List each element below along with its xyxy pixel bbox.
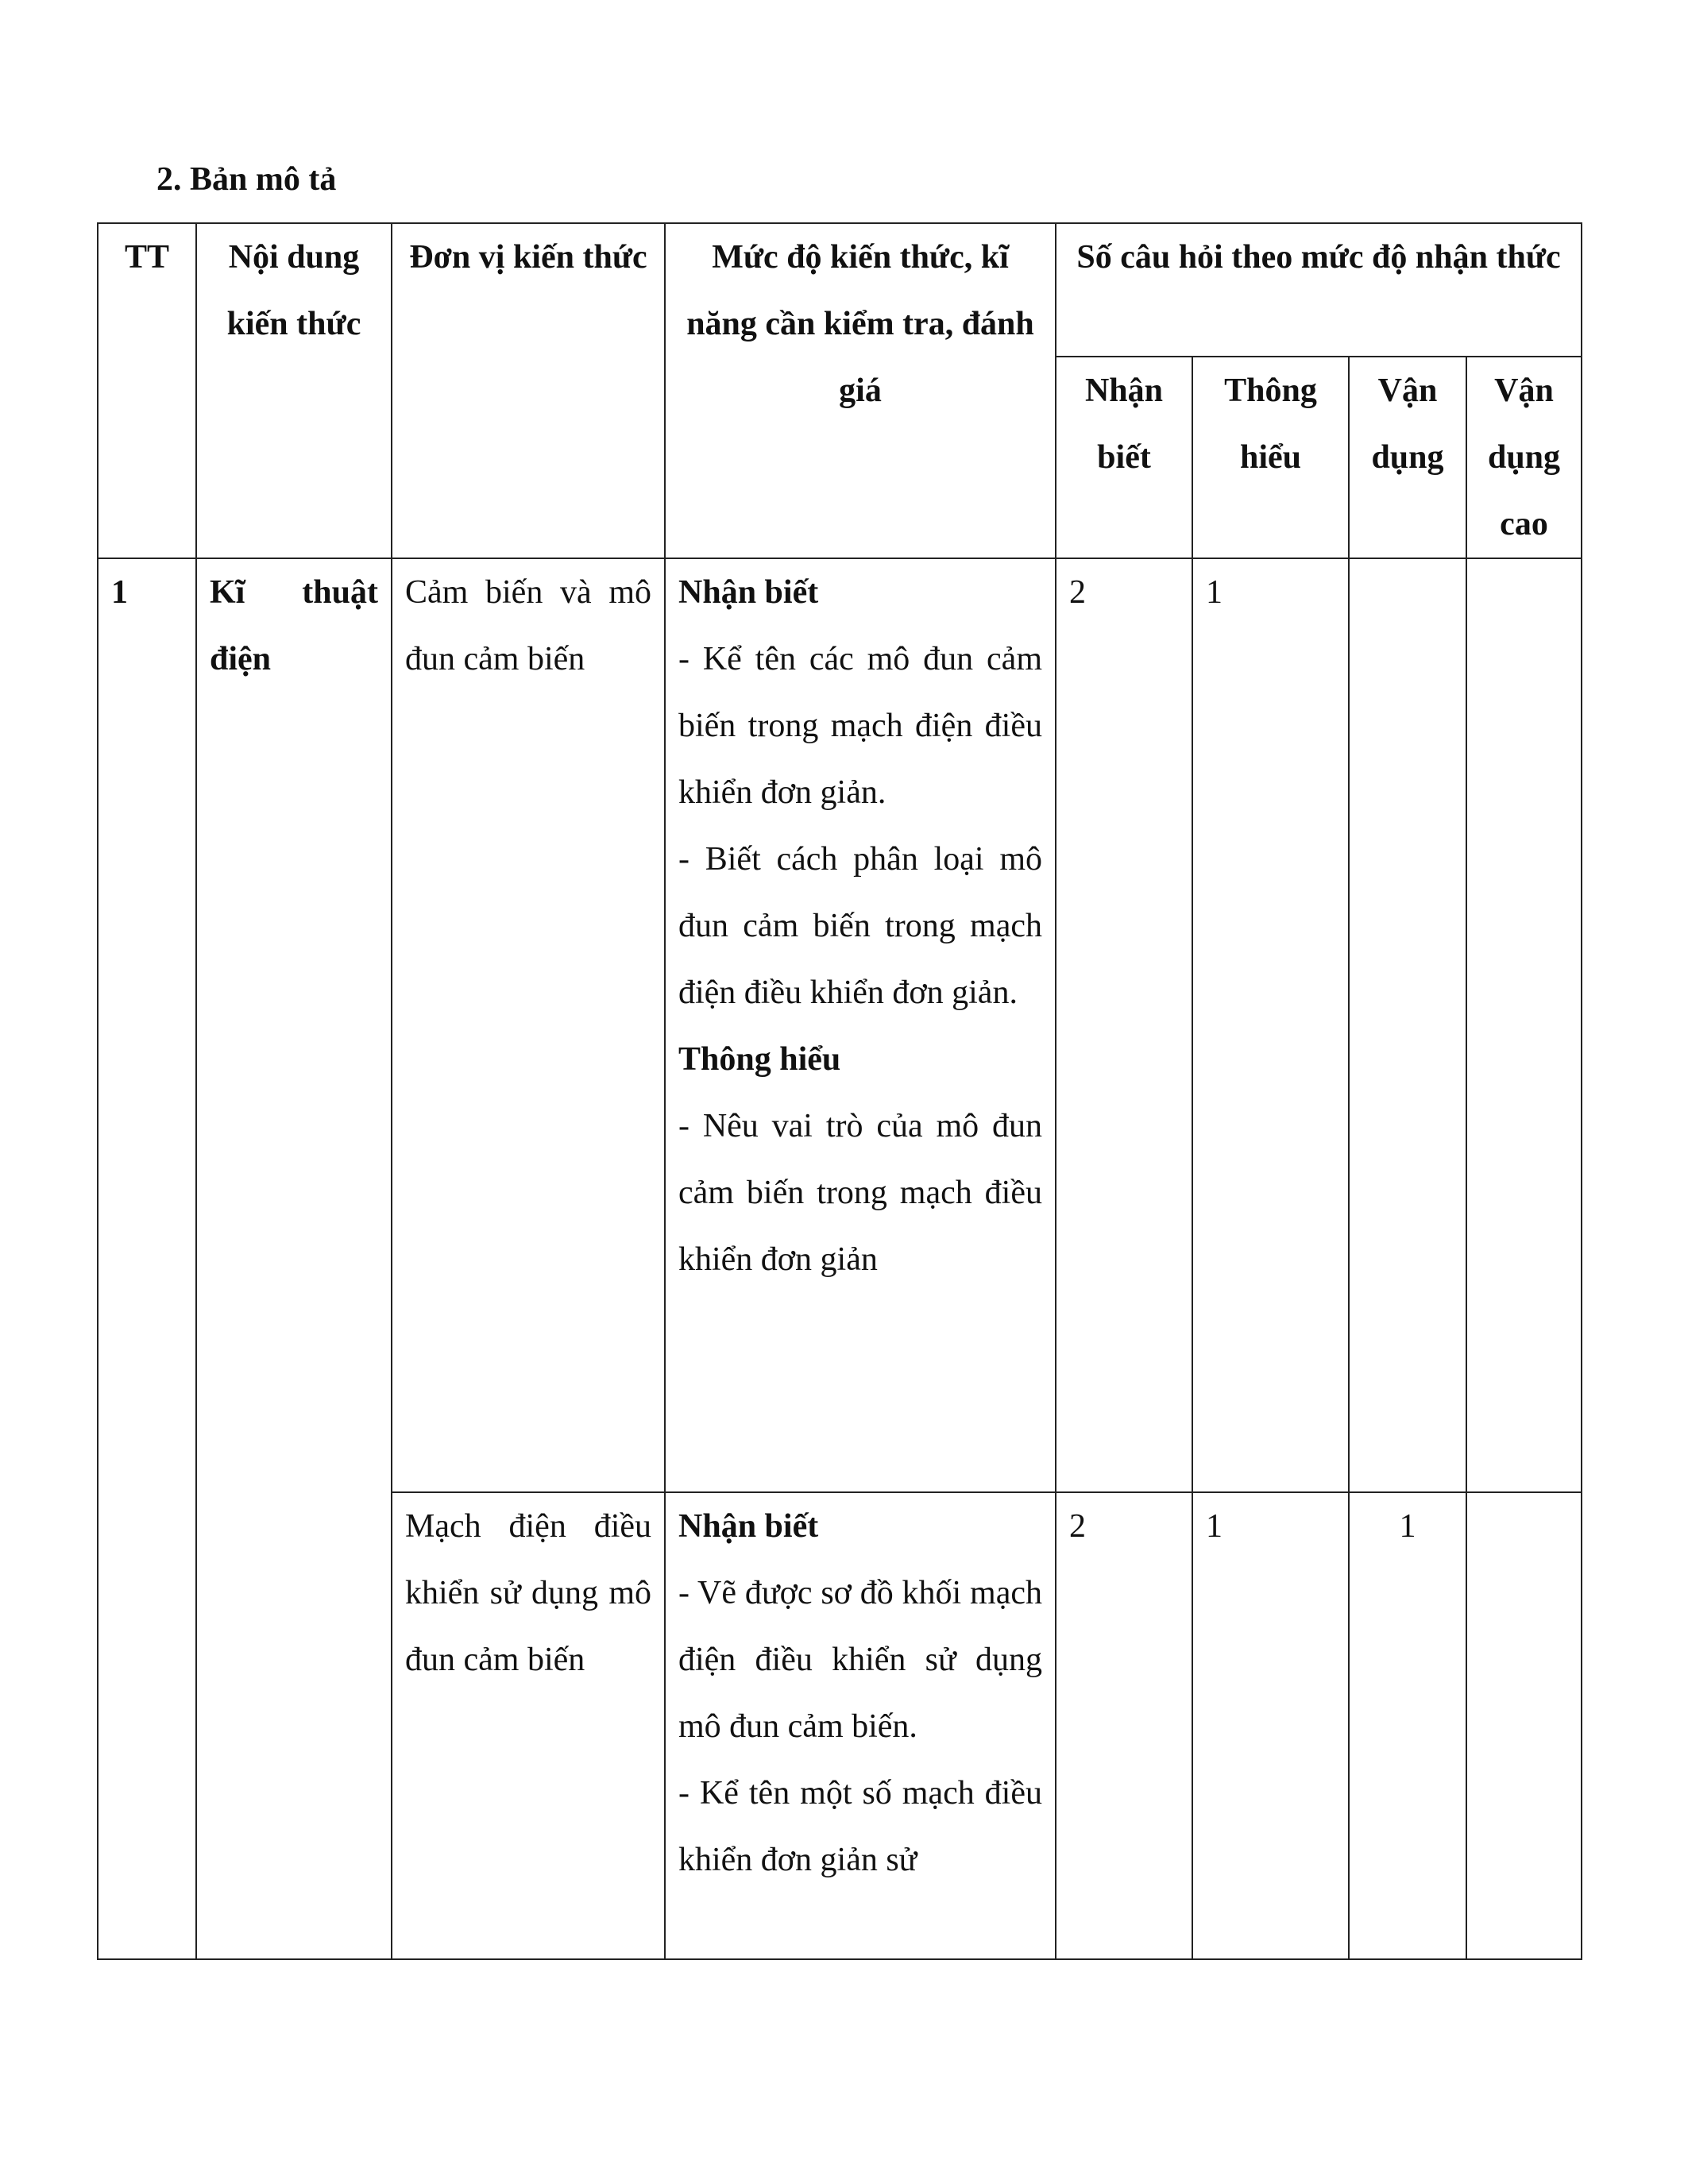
header-question-count: Số câu hỏi theo mức độ nhận thức [1056,223,1582,357]
detail-item: - Nêu vai trò của mô đun cảm biến trong mạch điều khiển đơn giản [678,1108,1042,1278]
row-tt: 1 [98,558,196,1959]
table-row [98,558,1582,1492]
detail-item: - Biết cách phân loại mô đun cảm biến trong mạch điện điều khiển đơn giản. [678,841,1042,1011]
header-content: Nội dung kiến thức [196,223,392,558]
detail-item: - Kể tên một số mạch điều khiển đơn giản sử [678,1775,1042,1878]
detail-item: - Vẽ được sơ đồ khối mạch điện điều khiển sử dụng mô đun cảm biến. [678,1575,1042,1745]
header-unit: Đơn vị kiến thức [392,223,665,558]
header-level: Mức độ kiến thức, kĩ năng cần kiểm tra, đánh giá [665,223,1056,558]
header-recognize: Nhận biết [1056,357,1192,558]
count-apply-high [1466,558,1582,1492]
count-recognize: 2 [1056,558,1192,1492]
count-understand: 1 [1192,1492,1349,1959]
row-content: Kĩ thuật điện [196,558,392,1959]
detail-heading: Nhận biết [678,574,819,611]
count-understand: 1 [1192,558,1349,1492]
count-apply [1349,558,1466,1492]
header-apply-high: Vận dụng cao [1466,357,1582,558]
count-recognize: 2 [1056,1492,1192,1959]
count-apply: 1 [1349,1492,1466,1959]
section-title: 2. Bản mô tả [156,161,337,198]
header-tt: TT [98,223,196,558]
unit-name: Cảm biến và mô đun cảm biến [392,558,665,1492]
unit-details [665,1492,1056,1959]
unit-details [665,558,1056,1492]
detail-heading: Nhận biết [678,1508,819,1545]
count-apply-high [1466,1492,1582,1959]
header-row [98,223,1582,357]
detail-heading: Thông hiểu [678,1041,841,1078]
description-table [97,222,1582,1960]
header-apply: Vận dụng [1349,357,1466,558]
unit-name: Mạch điện điều khiển sử dụng mô đun cảm biến [392,1492,665,1959]
header-understand: Thông hiểu [1192,357,1349,558]
detail-item: - Kể tên các mô đun cảm biến trong mạch điện điều khiển đơn giản. [678,641,1042,811]
